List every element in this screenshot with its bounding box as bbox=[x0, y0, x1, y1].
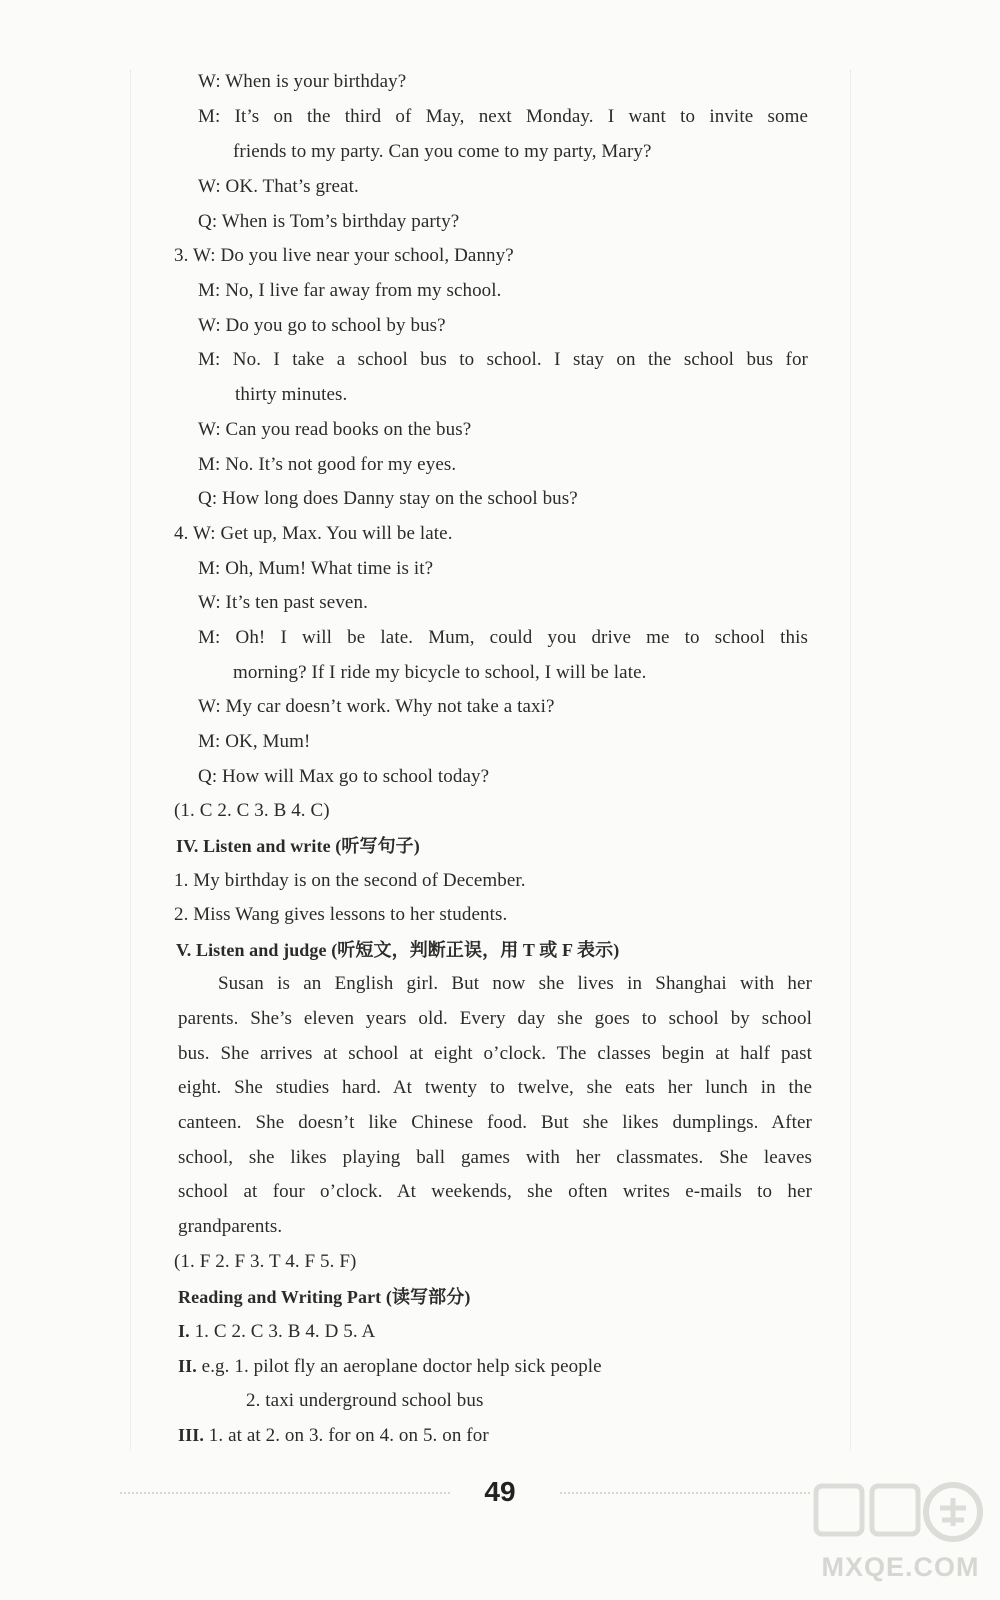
dialogue-line: M: No. I take a school bus to school. I stay on the school bus for bbox=[198, 349, 808, 370]
dialogue-line: W: It’s ten past seven. bbox=[198, 592, 368, 613]
dialogue-line: W: My car doesn’t work. Why not take a taxi? bbox=[198, 696, 555, 717]
left-margin-guide bbox=[130, 70, 132, 1450]
section-label: III. bbox=[178, 1425, 204, 1445]
passage-line: school, she likes playing ball games with her classmates. She leaves bbox=[178, 1147, 812, 1168]
dialogue-line: morning? If I ride my bicycle to school, I will be late. bbox=[233, 662, 647, 683]
footer-divider-left bbox=[120, 1492, 450, 1496]
dialogue-line: friends to my party. Can you come to my party, Mary? bbox=[233, 141, 652, 162]
dialogue-line: W: Do you go to school by bus? bbox=[198, 315, 446, 336]
passage-line: eight. She studies hard. At twenty to twelve, she eats her lunch in the bbox=[178, 1077, 812, 1098]
dialogue-line: 3. W: Do you live near your school, Danny? bbox=[174, 245, 514, 266]
dialogue-line: W: OK. That’s great. bbox=[198, 176, 359, 197]
question-line: Q: How will Max go to school today? bbox=[198, 766, 490, 787]
answer-key: (1. C 2. C 3. B 4. C) bbox=[174, 800, 330, 821]
section-heading: V. Listen and judge (听短文，判断正误，用 T 或 F 表示) bbox=[176, 940, 620, 960]
dialogue-line: M: No, I live far away from my school. bbox=[198, 280, 502, 301]
answer-sentence: 2. Miss Wang gives lessons to her students. bbox=[174, 904, 508, 925]
watermark-text: MXQE.COM bbox=[821, 1552, 980, 1582]
dialogue-line: 4. W: Get up, Max. You will be late. bbox=[174, 523, 453, 544]
page-number: 49 bbox=[484, 1476, 516, 1507]
dialogue-line: M: Oh! I will be late. Mum, could you drive me to school this bbox=[198, 627, 808, 648]
answer-key: (1. F 2. F 3. T 4. F 5. F) bbox=[174, 1251, 357, 1272]
dialogue-line: M: No. It’s not good for my eyes. bbox=[198, 454, 457, 475]
passage-line: school at four o’clock. At weekends, she often writes e-mails to her bbox=[178, 1181, 812, 1202]
answer-row bbox=[178, 1423, 489, 1448]
section-label: II. bbox=[178, 1356, 197, 1376]
answer-row bbox=[178, 1319, 375, 1344]
footer-divider-right bbox=[560, 1492, 810, 1496]
answer-row bbox=[178, 1354, 602, 1379]
question-line: Q: When is Tom’s birthday party? bbox=[198, 211, 460, 232]
section-label: I. bbox=[178, 1321, 190, 1341]
question-line: Q: How long does Danny stay on the school bus? bbox=[198, 488, 578, 509]
dialogue-line: thirty minutes. bbox=[235, 384, 348, 405]
passage-line: bus. She arrives at school at eight o’clock. The classes begin at half past bbox=[178, 1043, 812, 1064]
answer-sentence: 1. My birthday is on the second of December. bbox=[174, 870, 526, 891]
dialogue-line: M: Oh, Mum! What time is it? bbox=[198, 558, 434, 579]
answer-row: 2. taxi underground school bus bbox=[246, 1390, 484, 1411]
passage-line: Susan is an English girl. But now she lives in Shanghai with her bbox=[218, 973, 812, 994]
passage-line: parents. She’s eleven years old. Every day she goes to school by school bbox=[178, 1008, 812, 1029]
watermark-emblem-icon bbox=[808, 1480, 993, 1552]
passage-line: grandparents. bbox=[178, 1216, 283, 1237]
dialogue-line: M: OK, Mum! bbox=[198, 731, 311, 752]
answer-text: 1. C 2. C 3. B 4. D 5. A bbox=[189, 1321, 376, 1342]
answer-text: e.g. 1. pilot fly an aeroplane doctor help sick people bbox=[196, 1356, 602, 1377]
watermark-logo bbox=[808, 1480, 993, 1595]
section-heading: Reading and Writing Part (读写部分) bbox=[178, 1287, 471, 1307]
dialogue-line: M: It’s on the third of May, next Monday. I want to invite some bbox=[198, 106, 808, 127]
section-heading: IV. Listen and write (听写句子) bbox=[176, 836, 420, 856]
right-margin-guide bbox=[850, 70, 852, 1450]
answer-text: 1. at at 2. on 3. for on 4. on 5. on for bbox=[203, 1425, 489, 1446]
dialogue-line: W: Can you read books on the bus? bbox=[198, 419, 472, 440]
dialogue-line: W: When is your birthday? bbox=[198, 71, 407, 92]
passage-line: canteen. She doesn’t like Chinese food. But she likes dumplings. After bbox=[178, 1112, 812, 1133]
